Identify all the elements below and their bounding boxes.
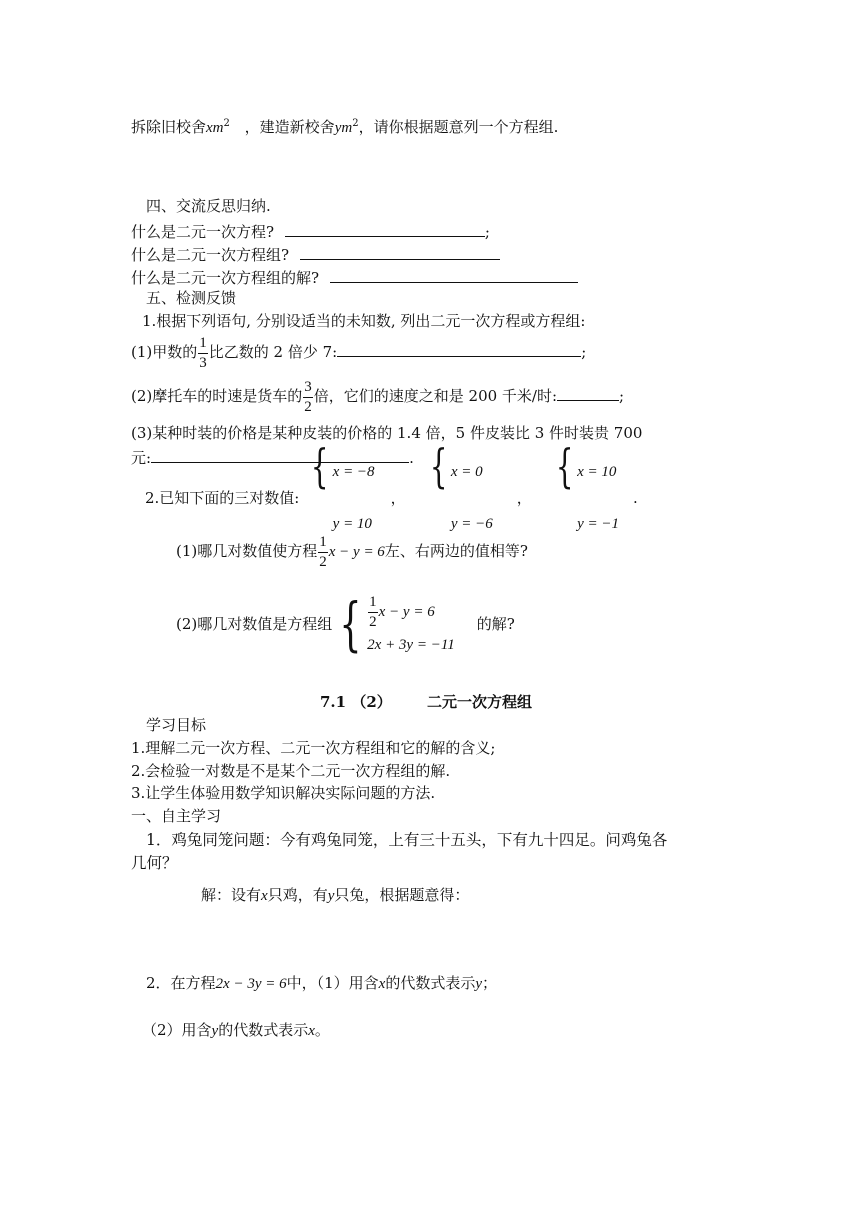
goals-heading: 学习目标 <box>146 716 207 734</box>
equation-system: { $\frac{1}{2}$ x − y = 6 2x + 3y = −11 <box>339 590 455 658</box>
problem-2-part-2: （2）用含y的代数式表示x。 <box>142 1021 330 1039</box>
statement-1: (1)甲数的 $\frac{1}{3}$ 比乙数的 2 倍少 7: ; <box>131 334 587 371</box>
question-2-2: (2)哪几对数值是方程组 { $\frac{1}{2}$ x − y = 6 2x + 3y = −11 的解? <box>176 590 515 658</box>
answer-blank[interactable] <box>300 245 500 260</box>
value-pair-2: { x = 0 y = −6 <box>424 443 493 553</box>
statement-3-line-2: 元: . <box>131 449 414 467</box>
value-pair-1: { x = −8 y = 10 <box>305 443 374 553</box>
goal-item: 2.会检验一对数是不是某个二元一次方程组的解. <box>131 762 451 780</box>
reflect-question-1: 什么是二元一次方程? ; <box>131 223 490 241</box>
goal-item: 3.让学生体验用数学知识解决实际问题的方法. <box>131 784 436 802</box>
goal-item: 1.理解二元一次方程、二元一次方程组和它的解的含义; <box>131 739 496 757</box>
section-heading-reflect: 四、交流反思归纳. <box>146 197 271 215</box>
answer-blank[interactable] <box>557 386 619 401</box>
check-item-2: 2.已知下面的三对数值: { x = −8 y = 10 ， { x = 0 y = −6 ， { x = 10 y = −1 . <box>145 472 638 524</box>
intro-line: 拆除旧校舍$xm^2$ ，建造新校舍$ym^2$，请你根据题意列一个方程组. <box>131 118 559 136</box>
fraction: $\frac{1}{3}$ <box>199 334 207 371</box>
statement-3-line-1: (3)某种时装的价格是某种皮装的价格的 1.4 倍，5 件皮装比 3 件时装贵 700 <box>131 424 643 442</box>
left-brace: { <box>555 439 574 493</box>
self-study-heading: 一、自主学习 <box>131 807 222 825</box>
answer-blank[interactable] <box>330 268 578 283</box>
solution-line: 解：设有x只鸡，有y只兔，根据题意得： <box>201 886 470 904</box>
section-heading-check: 五、检测反馈 <box>146 289 237 307</box>
problem-1-line-2: 几何？ <box>131 854 178 872</box>
answer-blank[interactable] <box>285 222 485 237</box>
left-brace: { <box>311 439 329 493</box>
problem-2: 2．在方程2x − 3y = 6中，（1）用含x的代数式表示y； <box>146 974 498 992</box>
left-brace: { <box>339 590 362 658</box>
left-brace: { <box>429 439 448 493</box>
answer-blank[interactable] <box>337 342 581 357</box>
statement-2: (2)摩托车的时速是货车的 $\frac{3}{2}$ 倍，它们的速度之和是 200 千米/时: ; <box>131 378 625 415</box>
check-item-1: 1.根据下列语句, 分别设适当的未知数, 列出二元一次方程或方程组: <box>142 312 586 330</box>
fraction: $\frac{1}{2}$ <box>369 594 377 630</box>
value-pair-3: { x = 10 y = −1 <box>550 443 619 553</box>
problem-1-line-1: 1．鸡兔同笼问题：今有鸡兔同笼，上有三十五头，下有九十四足。问鸡兔各 <box>146 831 668 849</box>
fraction: $\frac{1}{2}$ <box>319 533 327 570</box>
lesson-title: 7.1 （2） 二元一次方程组 <box>320 693 533 711</box>
fraction: $\frac{3}{2}$ <box>304 378 312 415</box>
reflect-question-2: 什么是二元一次方程组? <box>131 245 500 263</box>
question-2-1: (1)哪几对数值使方程 $\frac{1}{2}$ x − y = 6左、右两边的值相等? <box>176 533 528 570</box>
reflect-question-3: 什么是二元一次方程组的解? <box>131 268 578 286</box>
